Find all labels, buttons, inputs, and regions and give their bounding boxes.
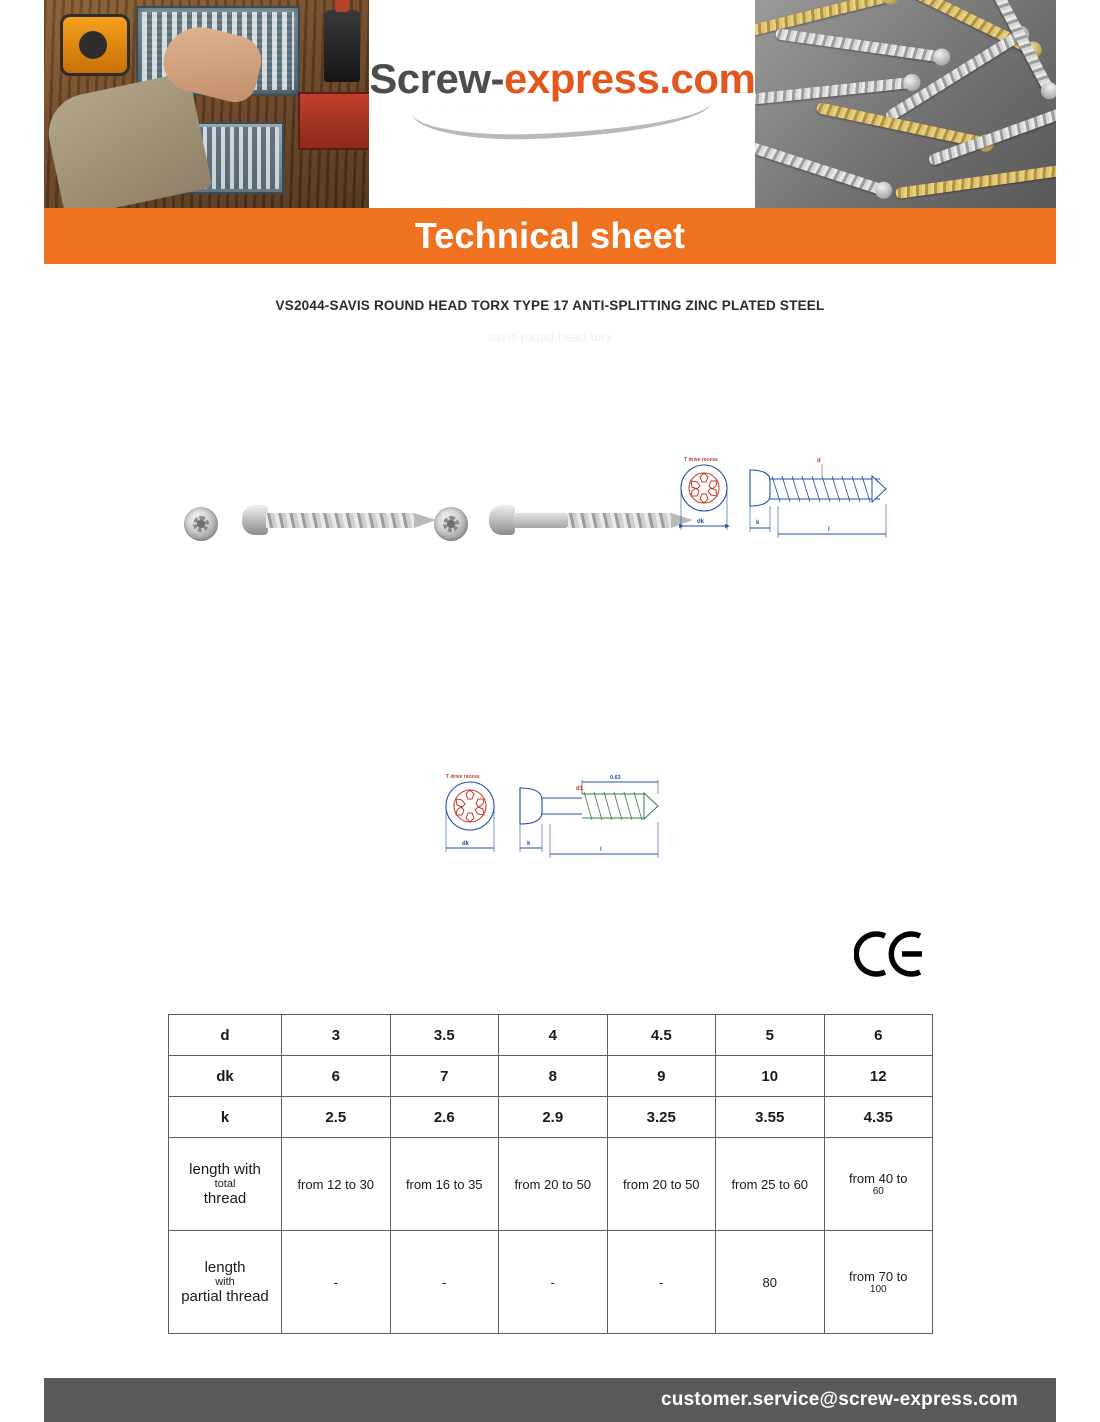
cell-lt-2: from 16 to 35 [390,1138,499,1231]
technical-drawing-full-thread [672,452,912,567]
table-row [169,1097,933,1138]
cell-dk-4: 9 [607,1056,716,1097]
cell-k-5: 3.55 [716,1097,825,1138]
cell-lp-1: - [282,1231,391,1334]
brand-logo [369,0,755,208]
svg-text:dk: dk [697,519,705,525]
row-header-total-thread [169,1138,282,1231]
cell-lt-4: from 20 to 50 [607,1138,716,1231]
cell-lp-6-line1: from 70 to [848,1269,908,1284]
cell-dk-5: 10 [716,1056,825,1097]
cell-lp-5: 80 [716,1231,825,1334]
svg-text:l: l [600,847,602,853]
screw-head-top-view-2 [434,507,468,541]
svg-text:d1: d1 [576,786,584,792]
svg-text:d: d [817,458,821,464]
row-header-line4: thread [226,1288,269,1305]
cell-k-1: 2.5 [282,1097,391,1138]
cell-k-4: 3.25 [607,1097,716,1138]
screw-head-top-view-1 [184,507,218,541]
cell-d-5: 5 [716,1015,825,1056]
cell-dk-1: 6 [282,1056,391,1097]
logo-swoosh-icon [412,101,713,142]
ce-mark-icon [854,930,924,983]
row-header-line3: thread [203,1190,247,1207]
workbench-photo [44,0,369,208]
cell-k-3: 2.9 [499,1097,608,1138]
cell-dk-6: 12 [824,1056,933,1097]
cell-lp-6 [824,1231,933,1334]
row-header-line1: length with [189,1161,261,1178]
svg-text:k: k [527,841,531,847]
cell-d-3: 4 [499,1015,608,1056]
row-header-dk: dk [169,1056,282,1097]
cell-dk-2: 7 [390,1056,499,1097]
row-header-line1: length [204,1259,246,1276]
row-header-line3: partial [181,1288,223,1305]
screws-pile-photo [755,0,1056,208]
logo-text-accent: express.com [504,54,756,102]
table-row [169,1056,933,1097]
row-header-d: d [169,1015,282,1056]
cell-lt-6 [824,1138,933,1231]
cell-lt-3: from 20 to 50 [499,1138,608,1231]
svg-text:T drive recess: T drive recess [684,457,718,463]
table-row [169,1138,933,1231]
row-header-line2: with [215,1276,235,1288]
page-header [44,0,1056,208]
cell-lt-1: from 12 to 30 [282,1138,391,1231]
technical-drawing-partial-thread [432,768,682,883]
cell-lt-6-line1: from 40 to [848,1171,908,1186]
cell-k-2: 2.6 [390,1097,499,1138]
product-title: VS2044-SAVIS ROUND HEAD TORX TYPE 17 ANTI-SPLITTING ZINC PLATED STEEL [275,298,825,313]
page-footer [44,1378,1056,1422]
cell-d-4: 4.5 [607,1015,716,1056]
cell-lt-5: from 25 to 60 [716,1138,825,1231]
technical-sheet-banner [44,208,1056,264]
cell-lp-3: - [499,1231,608,1334]
specification-table [168,1014,933,1334]
table-row [169,1015,933,1056]
cell-lt-6-line2: 60 [872,1186,884,1197]
row-header-k: k [169,1097,282,1138]
cell-d-2: 3.5 [390,1015,499,1056]
cell-lp-2: - [390,1231,499,1334]
footer-email[interactable]: customer.service@screw-express.com [661,1389,1018,1410]
svg-text:0.63: 0.63 [610,775,621,781]
svg-text:l: l [828,527,830,533]
cell-d-1: 3 [282,1015,391,1056]
svg-text:T drive recess: T drive recess [446,774,480,780]
logo-text-main: Screw- [369,54,505,102]
cell-d-6: 6 [824,1015,933,1056]
table-row [169,1231,933,1334]
row-header-partial-thread [169,1231,282,1334]
cell-dk-3: 8 [499,1056,608,1097]
cell-lp-4: - [607,1231,716,1334]
cell-lp-6-line2: 100 [869,1284,887,1295]
svg-text:k: k [756,520,760,526]
banner-title: Technical sheet [414,215,686,256]
cell-k-6: 4.35 [824,1097,933,1138]
row-header-line2: total [214,1178,236,1190]
svg-text:dk: dk [462,841,470,847]
product-watermark: savis round head torx [487,330,613,344]
